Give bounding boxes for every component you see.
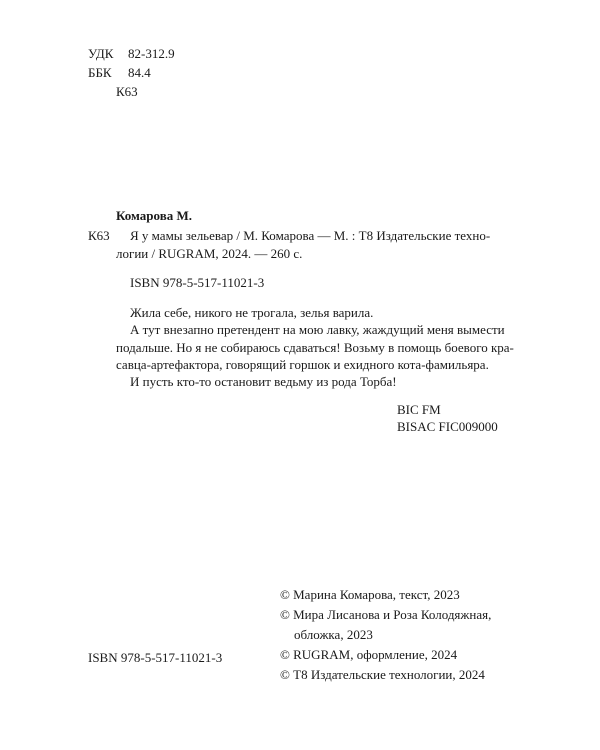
udk-value: 82-312.9 [128,46,175,61]
copyright-line-1: © Марина Комарова, текст, 2023 [280,587,460,602]
bisac-code: BISAC FIC009000 [397,419,498,434]
copyright-line-2: © Мира Лисанова и Роза Колодяжная, [280,607,492,622]
annotation-line-2: А тут внезапно претендент на мою лавку, жаждущий меня вымести [130,322,505,337]
record-isbn: ISBN 978-5-517-11021-3 [130,275,265,290]
bbk-label: ББК [88,65,112,80]
udk-label: УДК [88,46,114,61]
description-line-1: Я у мамы зельевар / М. Комарова — М. : Т8 Издательские техно- [130,228,491,243]
author-heading: Комарова М. [116,208,192,223]
annotation-line-5: И пусть кто-то остановит ведьму из рода Торба! [130,374,397,389]
copyright-line-3: обложка, 2023 [294,627,373,642]
annotation-line-1: Жила себе, никого не трогала, зелья варила. [130,305,374,320]
bbk-value: 84.4 [128,65,151,80]
copyright-block [280,585,491,685]
footer-isbn: ISBN 978-5-517-11021-3 [88,650,223,665]
annotation-line-4: савца-артефактора, говорящий горшок и ехидного кота-фамильяра. [116,357,489,372]
copyright-line-5: © Т8 Издательские технологии, 2024 [280,667,485,682]
author-sign: К63 [88,228,110,243]
copyright-line-4: © RUGRAM, оформление, 2024 [280,647,458,662]
description-line-2: логии / RUGRAM, 2024. — 260 с. [116,246,303,261]
bic-code: BIC FM [397,402,441,417]
author-sign-top: К63 [116,84,138,99]
annotation-line-3: подальше. Но я не собираюсь сдаваться! Возьму в помощь боевого кра- [116,340,514,355]
